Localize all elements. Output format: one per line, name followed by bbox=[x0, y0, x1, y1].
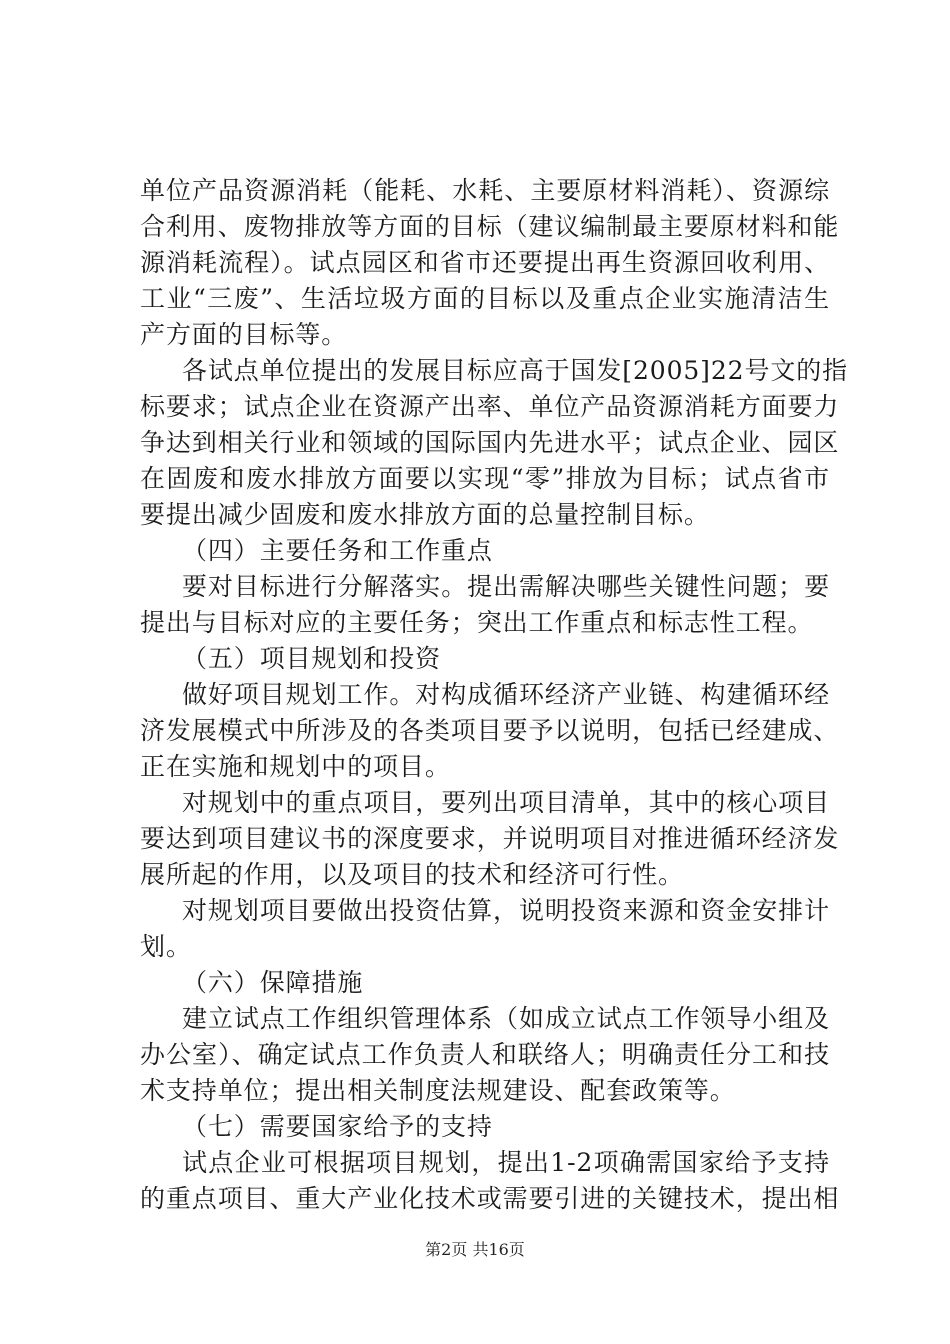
body-text-line: 产方面的目标等。 bbox=[140, 320, 348, 349]
section-heading: （七）需要国家给予的支持 bbox=[182, 1112, 493, 1141]
body-text-line: 术支持单位；提出相关制度法规建设、配套政策等。 bbox=[140, 1076, 736, 1105]
body-text-line: 提出与目标对应的主要任务；突出工作重点和标志性工程。 bbox=[140, 608, 814, 637]
section-heading: （四）主要任务和工作重点 bbox=[182, 536, 493, 565]
body-text-line: 的重点项目、重大产业化技术或需要引进的关键技术，提出相 bbox=[140, 1184, 840, 1213]
body-text-line: 对规划中的重点项目，要列出项目清单，其中的核心项目 bbox=[182, 788, 830, 817]
body-text-line: 办公室）、确定试点工作负责人和联络人；明确责任分工和技 bbox=[140, 1040, 830, 1069]
body-text-line: 正在实施和规划中的项目。 bbox=[140, 752, 451, 781]
page-number-footer: 第2页 共16页 bbox=[425, 1240, 525, 1259]
body-text-line: 要提出减少固废和废水排放方面的总量控制目标。 bbox=[140, 500, 710, 529]
body-text-line: 标要求；试点企业在资源产出率、单位产品资源消耗方面要力 bbox=[140, 392, 840, 421]
body-text-line: 要达到项目建议书的深度要求，并说明项目对推进循环经济发 bbox=[140, 824, 840, 853]
body-text-line: 展所起的作用，以及项目的技术和经济可行性。 bbox=[140, 860, 684, 889]
body-text-line: 合利用、废物排放等方面的目标（建议编制最主要原材料和能 bbox=[140, 212, 840, 241]
body-text-line: 各试点单位提出的发展目标应高于国发[2005]22号文的指 bbox=[182, 356, 849, 385]
body-text-line: 试点企业可根据项目规划，提出1-2项确需国家给予支持 bbox=[182, 1148, 830, 1177]
body-text-line: 划。 bbox=[140, 932, 192, 961]
body-text-line: 对规划项目要做出投资估算，说明投资来源和资金安排计 bbox=[182, 896, 830, 925]
body-text-line: 建立试点工作组织管理体系（如成立试点工作领导小组及 bbox=[182, 1004, 830, 1033]
body-text-line: 单位产品资源消耗（能耗、水耗、主要原材料消耗）、资源综 bbox=[140, 176, 830, 205]
body-text-line: 做好项目规划工作。对构成循环经济产业链、构建循环经 bbox=[182, 680, 830, 709]
body-text-line: 争达到相关行业和领域的国际国内先进水平；试点企业、园区 bbox=[140, 428, 840, 457]
body-text-line: 在固废和废水排放方面要以实现“零”排放为目标；试点省市 bbox=[140, 464, 830, 493]
section-heading: （六）保障措施 bbox=[182, 968, 364, 997]
body-text-line: 要对目标进行分解落实。提出需解决哪些关键性问题；要 bbox=[182, 572, 830, 601]
section-heading: （五）项目规划和投资 bbox=[182, 644, 442, 673]
body-text-line: 工业“三废”、生活垃圾方面的目标以及重点企业实施清洁生 bbox=[140, 284, 830, 313]
body-text-line: 济发展模式中所涉及的各类项目要予以说明，包括已经建成、 bbox=[140, 716, 840, 745]
body-text-line: 源消耗流程）。试点园区和省市还要提出再生资源回收利用、 bbox=[140, 248, 830, 277]
